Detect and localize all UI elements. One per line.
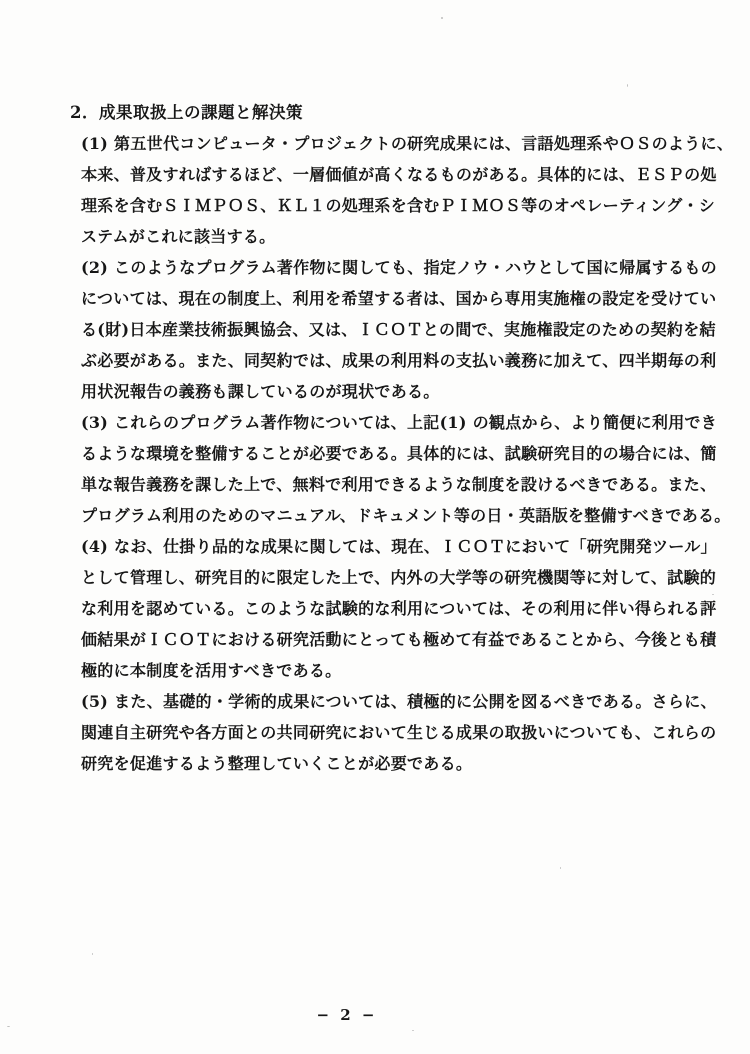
scan-speck (412, 1030, 414, 1031)
document-line: 理系を含むＳＩＭＰＯＳ、ＫＬ１の処理系を含むＰＩＭＯＳ等のオペレーティング・シ (81, 196, 716, 215)
document-line: 用状況報告の義務も課しているのが現状である。 (81, 382, 440, 401)
document-line: (3) これらのプログラム著作物については、上記(1) の観点から、より簡便に利用でき (81, 413, 718, 432)
document-line: るような環境を整備することが必要である。具体的には、試験研究目的の場合には、簡 (81, 444, 717, 463)
document-line: 極的に本制度を活用すべきである。 (81, 661, 342, 680)
document-line: (5) また、基礎的・学術的成果については、積極的に公開を図るべきである。さらに、 (81, 692, 717, 711)
document-line: (1) 第五世代コンピュータ・プロジェクトの研究成果には、言語処理系やＯＳのように、 (81, 134, 734, 153)
scan-speck (712, 594, 714, 595)
scan-speck (627, 84, 628, 87)
document-line: 関連自主研究や各方面との共同研究において生じる成果の取扱いについても、これらの (81, 723, 717, 742)
document-line: プログラム利用のためのマニュアル、ドキュメント等の日・英語版を整備すべきである。 (81, 506, 731, 525)
scan-speck (7, 1026, 10, 1027)
paragraph-2 (0, 252, 750, 407)
scan-speck (560, 867, 561, 869)
paragraph-3 (0, 407, 750, 531)
scan-speck (92, 953, 93, 955)
document-line: 本来、普及すればするほど、一層価値が高くなるものがある。具体的には、ＥＳＰの処 (81, 165, 717, 184)
page-number: − 2 − (316, 1006, 378, 1024)
document-line: として管理し、研究目的に限定した上で、内外の大学等の研究機関等に対して、試験的 (81, 568, 717, 587)
document-line: (4) なお、仕掛り品的な成果に関しては、現在、ＩＣＯＴにおいて「研究開発ツール」 (81, 537, 717, 556)
document-line: 価結果がＩＣＯＴにおける研究活動にとっても極めて有益であることから、今後とも積 (81, 630, 717, 649)
scan-speck (441, 17, 443, 19)
document-line: ステムがこれに該当する。 (81, 227, 276, 246)
document-line: な利用を認めている。このような試験的な利用については、その利用に伴い得られる評 (81, 599, 717, 618)
paragraph-5 (0, 686, 750, 779)
document-line: る(財)日本産業技術振興協会、又は、ＩＣＯＴとの間で、実施権設定のための契約を結 (81, 320, 716, 339)
paragraph-4 (0, 531, 750, 686)
document-line: については、現在の制度上、利用を希望する者は、国から専用実施権の設定を受けてい (81, 289, 717, 308)
document-line: 研究を促進するよう整理していくことが必要である。 (81, 754, 473, 773)
scan-speck (205, 247, 206, 248)
section-heading: 2．成果取扱上の課題と解決策 (70, 103, 303, 122)
document-text-block (0, 97, 750, 779)
document-line: ぶ必要がある。また、同契約では、成果の利用料の支払い義務に加えて、四半期毎の利 (81, 351, 717, 370)
document-line: 単な報告義務を課した上で、無料で利用できるような制度を設けるべきである。また、 (81, 475, 717, 494)
document-line: (2) このようなプログラム著作物に関しても、指定ノウ・ハウとして国に帰属するもの (81, 258, 717, 277)
paragraph-1 (0, 128, 750, 252)
